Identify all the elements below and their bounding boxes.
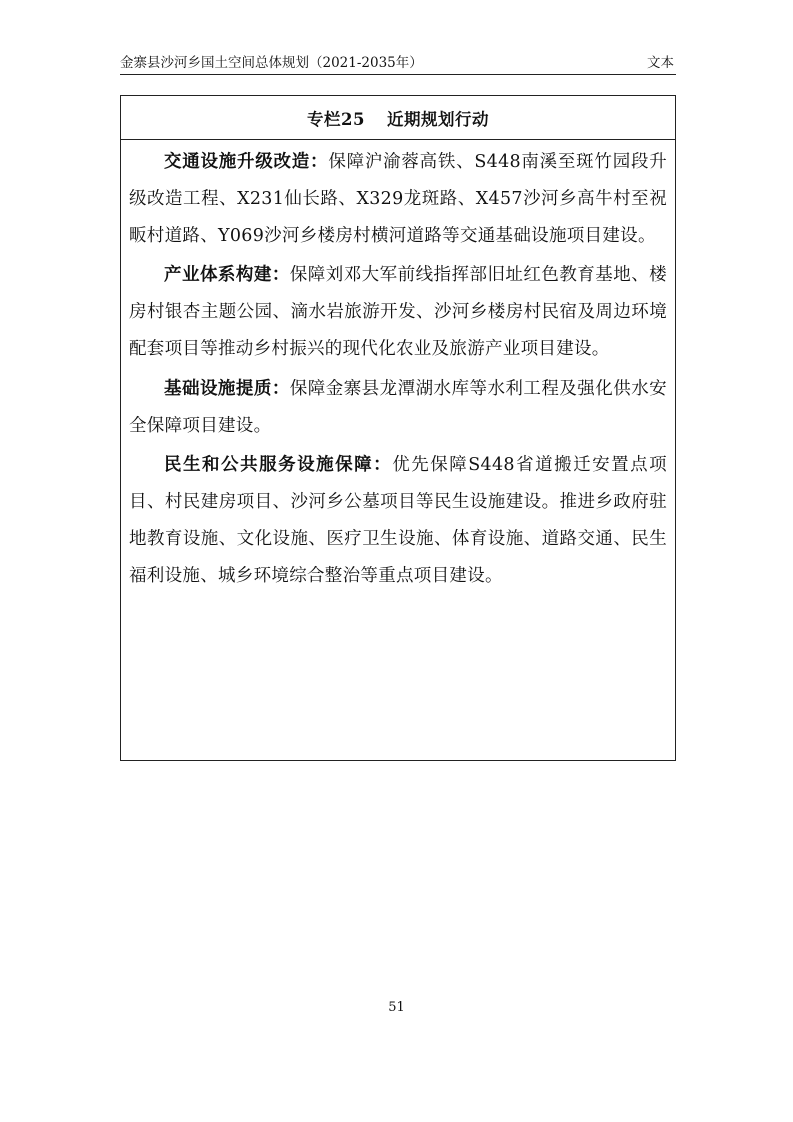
column-title: 近期规划行动 — [386, 109, 489, 129]
paragraph-text: 保障金寨县龙潭湖水库等水利工程及强化供水安全保障项目建设。 — [129, 378, 667, 436]
paragraph-lead: 交通设施升级改造： — [164, 152, 329, 172]
paragraph-industry — [129, 257, 667, 367]
paragraph-lead: 基础设施提质： — [164, 378, 290, 399]
page-number: 51 — [388, 1000, 405, 1015]
paragraph-public-services — [129, 447, 667, 594]
paragraph-lead: 产业体系构建： — [164, 265, 290, 286]
paragraph-text: 保障刘邓大军前线指挥部旧址红色教育基地、楼房村银杏主题公园、滴水岩旅游开发、沙河乡楼房村民宿及周边环境配套项目等推动乡村振兴的现代化农业及旅游产业项目建设。 — [129, 265, 667, 359]
paragraph-text: 优先保障S448省道搬迁安置点项目、村民建房项目、沙河乡公墓项目等民生设施建设。推进乡政府驻地教育设施、文化设施、医疗卫生设施、体育设施、道路交通、民生福利设施、城乡环境综合整治等重点项目建设。 — [129, 455, 667, 586]
paragraph-transport — [129, 144, 667, 254]
column-header — [121, 96, 675, 140]
paragraph-text: 保障沪渝蓉高铁、S448南溪至斑竹园段升级改造工程、X231仙长路、X329龙斑路、X457沙河乡高牛村至祝畈村道路、Y069沙河乡楼房村横河道路等交通基础设施项目建设。 — [129, 152, 668, 246]
column-body — [121, 140, 675, 595]
column-number: 专栏25 — [307, 109, 365, 129]
document-title: 金寨县沙河乡国土空间总体规划（2021-2035年） — [120, 55, 423, 71]
section-label: 文本 — [647, 55, 674, 71]
paragraph-infrastructure — [129, 371, 667, 445]
planning-column-box — [120, 95, 676, 761]
paragraph-lead: 民生和公共服务设施保障： — [164, 455, 393, 476]
running-header — [120, 52, 676, 75]
